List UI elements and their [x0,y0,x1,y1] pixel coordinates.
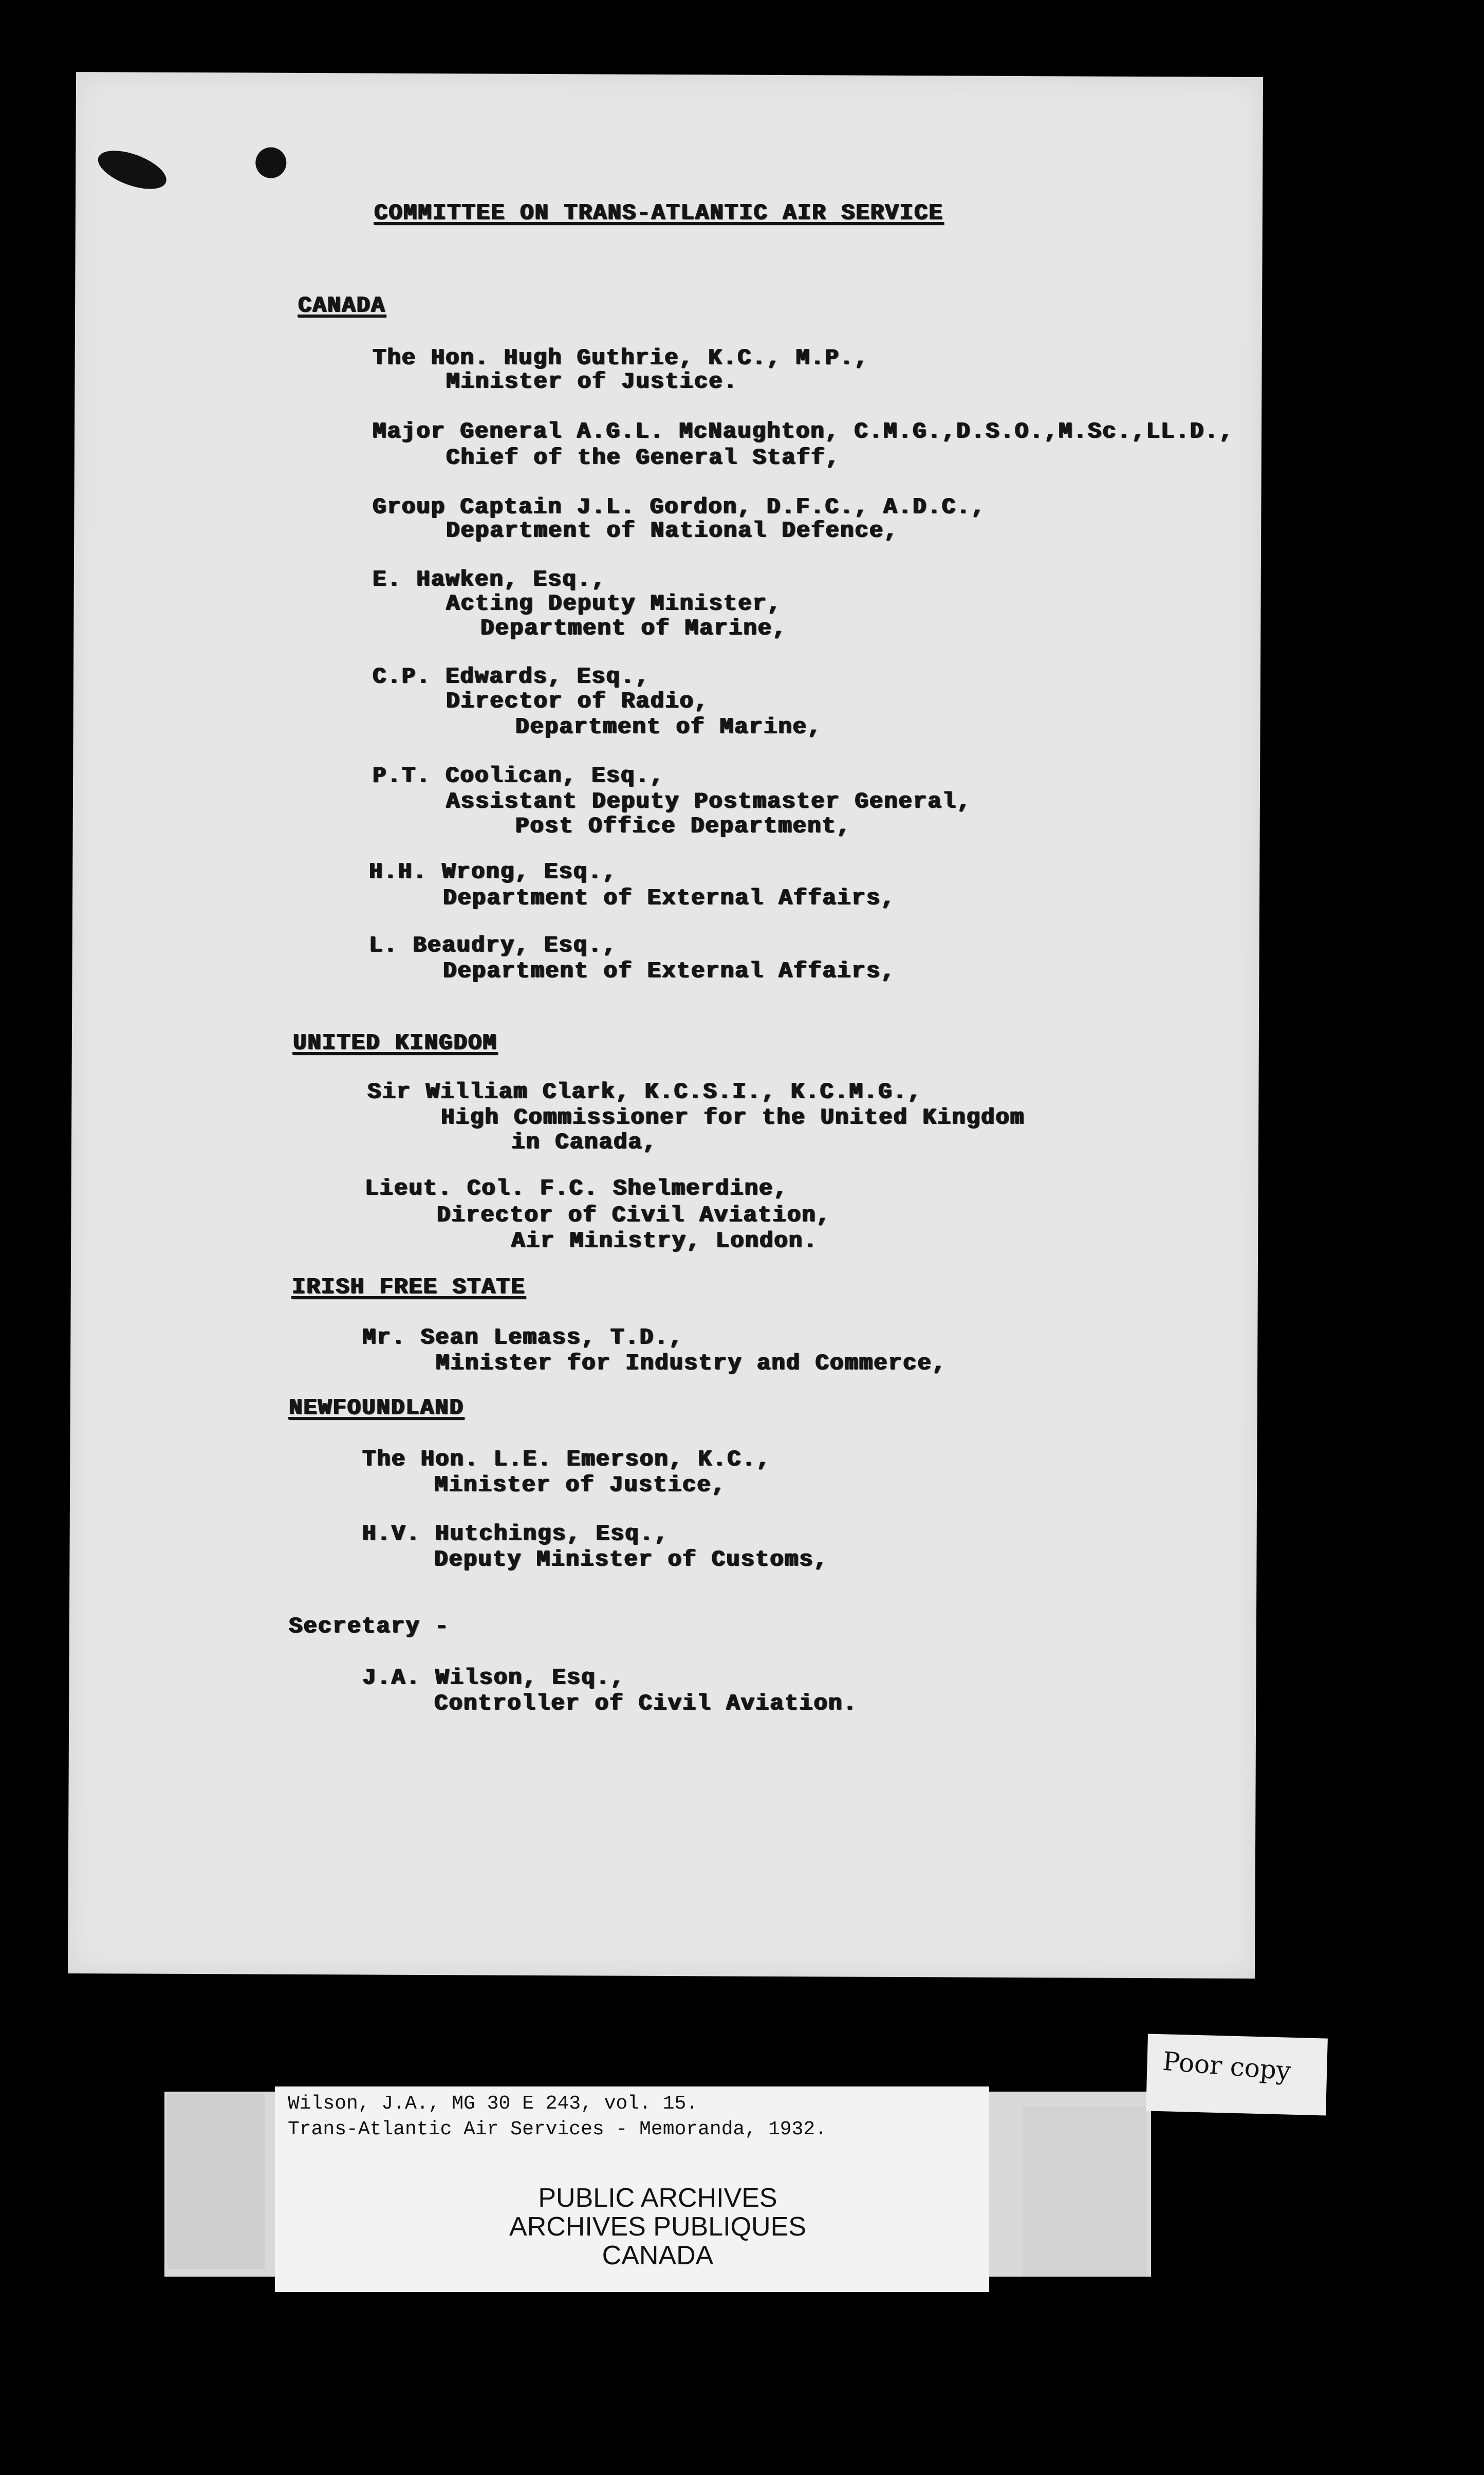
irish-line: Mr. Sean Lemass, T.D., [362,1325,683,1351]
handwritten-note [1146,2034,1328,2115]
canada-line: Major General A.G.L. McNaughton, C.M.G.,D.S.O.,M.Sc.,LL.D., [373,419,1234,445]
newfoundland-line: The Hon. L.E. Emerson, K.C., [362,1447,771,1472]
handwritten-note-text: Poor copy [1161,2046,1292,2086]
section-heading-newfoundland: NEWFOUNDLAND [289,1395,464,1421]
uk-line: High Commissioner for the United Kingdom [441,1105,1025,1131]
section-heading-united-kingdom: UNITED KINGDOM [293,1030,497,1056]
tape-left [167,2094,265,2269]
canada-line: L. Beaudry, Esq., [369,933,617,958]
tape-right [1023,2107,1146,2277]
archive-reference-line-2: Trans-Atlantic Air Services - Memoranda, 1932. [288,2118,827,2140]
canada-line: Department of National Defence, [446,518,899,544]
newfoundland-line: Minister of Justice, [434,1472,727,1498]
document-title: COMMITTEE ON TRANS-ATLANTIC AIR SERVICE [374,200,943,226]
archive-stamp-line-2: ARCHIVES PUBLIQUES [509,2212,806,2242]
canada-line: Group Captain J.L. Gordon, D.F.C., A.D.C., [373,494,986,520]
newfoundland-line: Deputy Minister of Customs, [434,1547,828,1573]
canada-line: Department of External Affairs, [443,885,896,911]
uk-line: in Canada, [511,1130,658,1155]
archive-stamp-line-3: CANADA [602,2241,714,2270]
irish-line: Minister for Industry and Commerce, [436,1351,947,1376]
archive-stamp-line-1: PUBLIC ARCHIVES [538,2183,777,2213]
canada-line: H.H. Wrong, Esq., [369,859,617,885]
canada-line: Assistant Deputy Postmaster General, [446,789,972,815]
secretary-line: J.A. Wilson, Esq., [362,1665,625,1691]
section-heading-canada: CANADA [298,293,386,319]
canada-line: Post Office Department, [515,814,851,839]
canada-line: E. Hawken, Esq., [373,567,606,593]
ink-stain [93,143,171,197]
canada-line: C.P. Edwards, Esq., [373,664,650,690]
canada-line: P.T. Coolican, Esq., [373,763,665,789]
canada-line: The Hon. Hugh Guthrie, K.C., M.P., [373,345,869,371]
archive-reference-line-1: Wilson, J.A., MG 30 E 243, vol. 15. [288,2093,698,2115]
uk-line: Sir William Clark, K.C.S.I., K.C.M.G., [367,1079,922,1105]
uk-line: Lieut. Col. F.C. Shelmerdine, [365,1176,788,1202]
ink-stain [255,147,286,178]
canada-line: Department of Marine, [480,616,787,641]
section-heading-irish-free-state: IRISH FREE STATE [292,1275,526,1300]
canada-line: Minister of Justice. [446,369,738,395]
uk-line: Director of Civil Aviation, [437,1203,831,1228]
newfoundland-line: H.V. Hutchings, Esq., [362,1521,669,1547]
canada-line: Chief of the General Staff, [446,445,840,471]
canada-line: Department of Marine, [515,714,822,740]
canada-line: Department of External Affairs, [443,958,896,984]
secretary-line: Controller of Civil Aviation. [434,1691,858,1716]
canada-line: Director of Radio, [446,689,709,714]
canada-line: Acting Deputy Minister, [446,591,782,617]
section-heading-secretary: Secretary - [289,1614,450,1639]
uk-line: Air Ministry, London. [511,1228,818,1254]
